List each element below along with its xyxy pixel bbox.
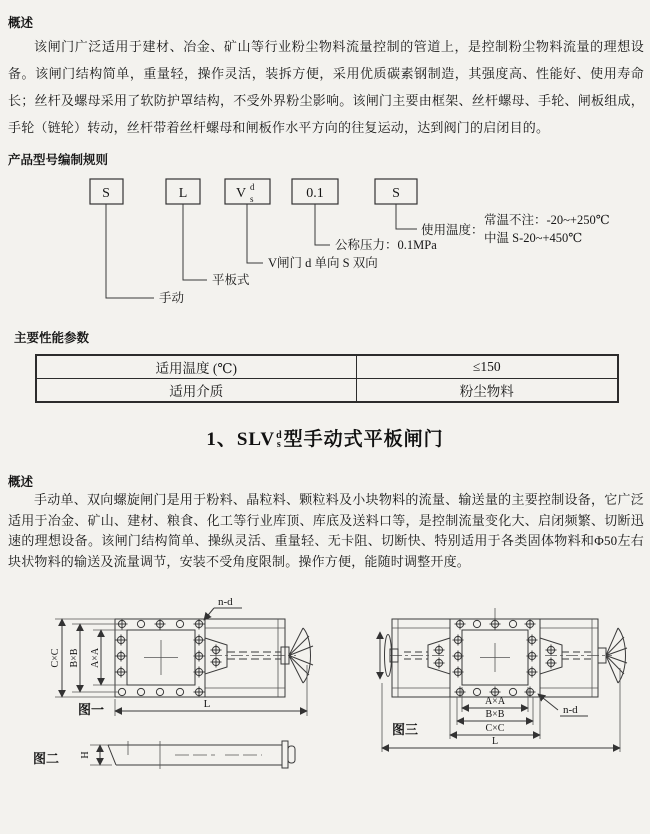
connector-vgate [247, 204, 263, 263]
performance-table [35, 354, 619, 403]
label-manual: 手动 [159, 291, 185, 305]
fig1-dim-aa: A×A [90, 647, 101, 669]
fig3-dim-bb: B×B [485, 709, 505, 720]
fig2-dim-h: H [80, 751, 91, 759]
table-row [36, 355, 618, 379]
overview-paragraph-2: 手动单、双向螺旋闸门是用于粉料、晶粒料、颗粒料及小块物料的流量、输送量的主要控制设备，它广泛适用于冶金、矿山、建材、粮食、化工等行业库顶、库底及送料口等，是控制流量变化大、启闭频繁、切断迅速的理想设备。该闸门结构简单、操纵灵活、重量轻、无卡阻、切断快、特别适用于各类固体物料和Φ50左右块状物料的输送及流量调节，安装不受角度限制。操作方便，能随时调整开度。 [8, 492, 644, 569]
param-value-cell: ≤150 [356, 355, 618, 379]
param-value-cell: 粉尘物料 [356, 379, 618, 403]
model-box-1-text: S [102, 186, 110, 201]
connector-temp [396, 204, 417, 229]
title-prefix: 1、SLV [206, 429, 276, 450]
model-box-3 [225, 179, 270, 204]
connector-pressure [315, 204, 330, 245]
handwheel-icon [289, 628, 313, 683]
fig1-dim-l: L [203, 698, 211, 710]
overview-heading-1: 概述 [8, 16, 34, 30]
figure-2-drawing [33, 741, 295, 769]
model-box-3-sub: s [250, 194, 254, 204]
title-sub: s [276, 439, 282, 450]
label-temp-line1: 常温不注：-20~+250℃ [484, 213, 610, 227]
title-supsub [276, 431, 283, 449]
model-numbering-diagram [0, 172, 650, 314]
model-box-2-text: L [178, 186, 188, 201]
table-row [36, 379, 618, 403]
figure-1-drawing [50, 596, 313, 717]
fig3-label: 图三 [392, 722, 419, 737]
model-box-4-text: 0.1 [306, 186, 324, 201]
technical-drawings [0, 588, 650, 802]
param-name-cell: 适用温度 (℃) [36, 355, 356, 379]
fig3-bolt-note: n-d [563, 704, 578, 716]
fig1-dim-bb: B×B [69, 648, 80, 668]
model-box-3-sup: d [250, 182, 255, 192]
page-title [0, 424, 650, 451]
fig1-bolt-note: n-d [218, 596, 233, 608]
fig2-label: 图二 [33, 751, 60, 766]
param-name-cell: 适用介质 [36, 379, 356, 403]
label-temp: 使用温度： [421, 223, 484, 237]
label-pressure: 公称压力：0.1MPa [335, 238, 437, 252]
fig3-dim-aa: A×A [484, 696, 506, 707]
model-rules-heading: 产品型号编制规则 [8, 153, 109, 167]
label-v-gate: V闸门 d 单向 S 双向 [268, 256, 378, 270]
fig1-dim-cc: C×C [50, 648, 61, 668]
label-temp-line2: 中温 S-20~+450℃ [484, 231, 583, 245]
title-suffix: 型手动式平板闸门 [283, 429, 444, 450]
figure-3-drawing [380, 608, 627, 752]
connector-manual [106, 204, 154, 298]
label-flat-type: 平板式 [212, 273, 250, 287]
title-sup: d [276, 430, 283, 441]
model-box-3-text: V [235, 186, 247, 201]
fig3-dim-cc: C×C [485, 723, 505, 734]
performance-heading: 主要性能参数 [14, 331, 90, 345]
model-box-5-text: S [392, 186, 400, 201]
overview-heading-2: 概述 [8, 475, 34, 489]
fig3-dim-l: L [491, 736, 499, 747]
connector-flat [183, 204, 207, 280]
overview-paragraph-1: 该闸门广泛适用于建材、冶金、矿山等行业粉尘物料流量控制的管道上，是控制粉尘物料流量的理想设备。该闸门结构简单，重量轻，操作灵活，装拆方便，采用优质碳素钢制造，其强度高、性能好、使用寿命长；丝杆及螺母采用了软防护罩结构，不受外界粉尘影响。该闸门主要由框架、丝杆螺母、手轮、闸板组成，手轮（链轮）转动，丝杆带着丝杆螺母和闸板作水平方向的往复运动，达到阀门的启闭目的。 [8, 39, 644, 135]
fig1-label: 图一 [78, 702, 105, 717]
